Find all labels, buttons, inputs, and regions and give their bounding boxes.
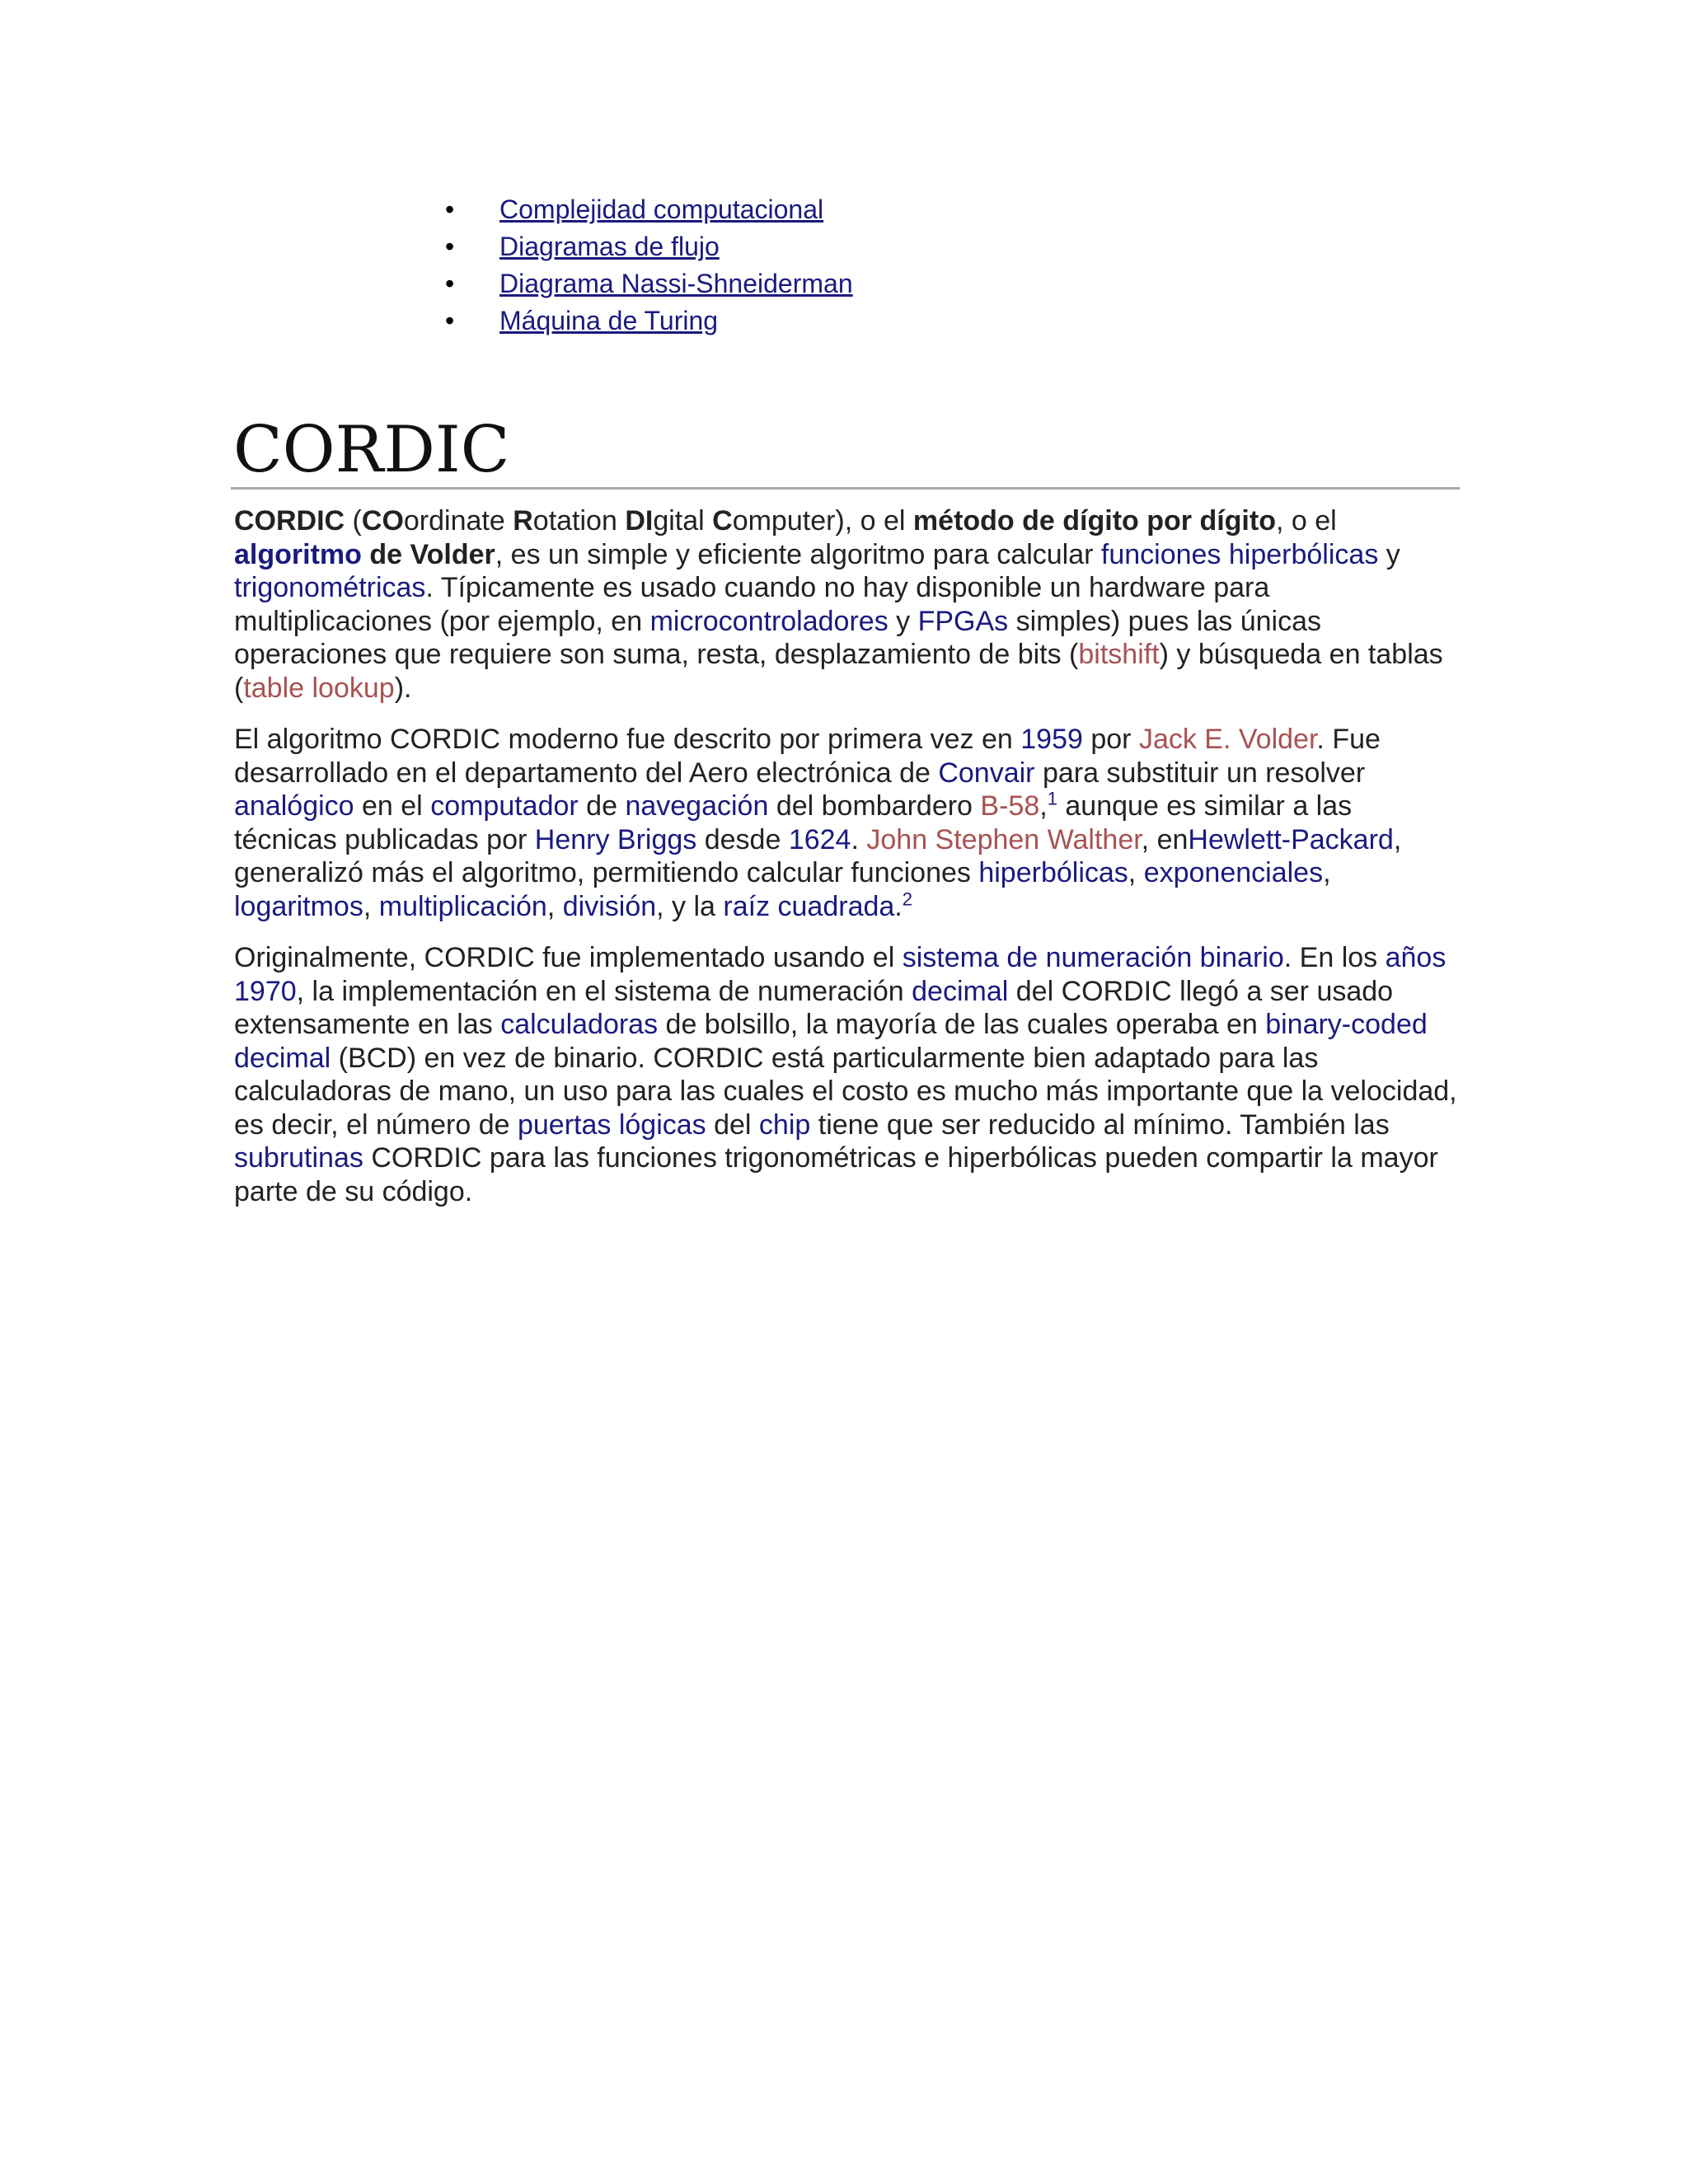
text: aunque es similar a las técnicas publicadas por	[234, 790, 1353, 855]
paragraph-history	[234, 723, 1462, 923]
text: de bolsillo, la mayoría de las cuales operaba en	[658, 1009, 1266, 1040]
link-john-walther[interactable]: John Stephen Walther	[866, 823, 1142, 855]
list-item	[445, 265, 853, 302]
link-trigonometricas[interactable]: trigonométricas	[234, 572, 426, 603]
link-decimal[interactable]: decimal	[912, 975, 1009, 1007]
list-item	[445, 302, 853, 340]
reference-2[interactable]: 2	[902, 888, 912, 910]
paragraph-implementation	[234, 941, 1462, 1208]
link-calculadoras[interactable]: calculadoras	[500, 1009, 659, 1040]
link-sistema-binario[interactable]: sistema de numeración binario	[902, 942, 1284, 973]
text: DI	[625, 505, 654, 537]
list-item	[445, 191, 853, 228]
article-body	[234, 504, 1462, 1226]
text: CORDIC para las funciones trigonométricas e hiperbólicas pueden compartir la mayor parte de su código.	[234, 1142, 1438, 1207]
link-anos-1970[interactable]: años 1970	[234, 942, 1447, 1007]
text: de Volder	[361, 538, 495, 570]
text: otation	[532, 505, 626, 537]
text: CORDIC	[234, 505, 345, 537]
text: , la implementación en el sistema de numeración	[296, 975, 912, 1007]
text: R	[513, 505, 533, 537]
link-navegacion[interactable]: navegación	[625, 790, 769, 822]
link-computador[interactable]: computador	[430, 790, 579, 822]
text: en el	[354, 790, 431, 822]
text: CO	[361, 505, 404, 537]
text: y	[1378, 538, 1400, 570]
text: gital	[653, 505, 713, 537]
text: del CORDIC llegó a ser usado extensamente en las	[234, 975, 1394, 1040]
reference-1[interactable]: 1	[1047, 788, 1057, 809]
text: para substituir un resolver	[1034, 757, 1366, 789]
text: método de dígito por dígito	[912, 505, 1276, 537]
link-exponenciales[interactable]: exponenciales	[1143, 857, 1324, 888]
text: . Fue desarrollado en el departamento del Aero electrónica de	[234, 724, 1381, 789]
link-fpgas[interactable]: FPGAs	[917, 605, 1009, 637]
text: por	[1082, 724, 1139, 755]
link-logaritmos[interactable]: logaritmos	[234, 890, 363, 922]
text: ordinate	[403, 505, 513, 537]
link-multiplicacion[interactable]: multiplicación	[378, 890, 547, 922]
article-title: CORDIC	[233, 413, 510, 487]
text: ,	[1039, 790, 1048, 822]
text: .	[894, 890, 903, 922]
text: desde	[696, 823, 789, 855]
text: , es un simple y eficiente algoritmo para calcular	[495, 538, 1101, 570]
text: y	[888, 605, 918, 637]
link-1959[interactable]: 1959	[1020, 724, 1083, 755]
text: , y la	[656, 890, 724, 922]
link-diagrama-nassi-shneiderman[interactable]: Diagrama Nassi-Shneiderman	[499, 269, 853, 298]
text: Originalmente, CORDIC fue implementado usando el	[234, 942, 903, 973]
link-maquina-de-turing[interactable]: Máquina de Turing	[499, 306, 719, 335]
text: , o el	[1275, 505, 1337, 537]
text: , generalizó más el algoritmo, permitiendo calcular funciones	[234, 823, 1402, 888]
text: simples) pues las únicas operaciones que requiere son suma, resta, desplazamiento de bits (	[234, 605, 1322, 670]
link-complejidad-computacional[interactable]: Complejidad computacional	[499, 194, 824, 224]
text: C	[712, 505, 733, 537]
link-puertas-logicas[interactable]: puertas lógicas	[517, 1108, 706, 1141]
link-microcontroladores[interactable]: microcontroladores	[649, 605, 889, 637]
text: , en	[1141, 823, 1189, 855]
link-analogico[interactable]: analógico	[234, 790, 354, 822]
text: ) y búsqueda en tablas (	[234, 639, 1443, 704]
see-also-list	[445, 191, 853, 340]
text: tiene que ser reducido al mínimo. También las	[810, 1108, 1390, 1141]
text: . Típicamente es usado cuando no hay disponible un hardware para multiplicaciones (por ejemplo, en	[234, 572, 1270, 637]
link-b-58[interactable]: B-58	[980, 790, 1040, 822]
link-hewlett-packard[interactable]: Hewlett-Packard	[1188, 823, 1394, 855]
link-1624[interactable]: 1624	[788, 823, 851, 855]
link-convair[interactable]: Convair	[938, 757, 1035, 789]
link-hiperbolicas[interactable]: hiperbólicas	[978, 857, 1128, 888]
title-divider	[231, 487, 1460, 490]
link-table-lookup[interactable]: table lookup	[243, 672, 395, 704]
paragraph-intro	[234, 504, 1462, 705]
text: .	[851, 823, 867, 855]
text: de	[578, 790, 626, 822]
link-diagramas-de-flujo[interactable]: Diagramas de flujo	[499, 232, 720, 261]
link-chip[interactable]: chip	[758, 1108, 811, 1141]
text: omputer), o el	[732, 505, 913, 537]
link-algoritmo[interactable]: algoritmo	[234, 538, 362, 570]
link-jack-volder[interactable]: Jack E. Volder	[1138, 724, 1317, 755]
link-subrutinas[interactable]: subrutinas	[234, 1142, 363, 1174]
link-binary-coded-decimal[interactable]: binary-coded decimal	[234, 1009, 1428, 1074]
list-item	[445, 228, 853, 265]
text: (BCD) en vez de binario. CORDIC está particularmente bien adaptado para las calculadoras de mano, un uso para las cuales el costo es mucho más importante que la velocidad, es decir, el número de	[234, 1042, 1457, 1141]
link-division[interactable]: división	[562, 890, 657, 922]
text: (	[345, 505, 362, 537]
text: ,	[363, 890, 379, 922]
text: ,	[1128, 857, 1144, 888]
text: . En los	[1283, 942, 1386, 973]
link-raiz-cuadrada[interactable]: raíz cuadrada	[723, 890, 895, 922]
text: ,	[546, 890, 563, 922]
link-funciones-hiperbolicas[interactable]: funciones hiperbólicas	[1100, 538, 1379, 570]
text: ,	[1323, 857, 1331, 888]
text: ).	[394, 672, 412, 704]
text: del	[706, 1108, 759, 1141]
link-bitshift[interactable]: bitshift	[1078, 639, 1160, 670]
text: del bombardero	[768, 790, 981, 822]
text: El algoritmo CORDIC moderno fue descrito por primera vez en	[234, 724, 1021, 755]
link-henry-briggs[interactable]: Henry Briggs	[534, 823, 697, 855]
